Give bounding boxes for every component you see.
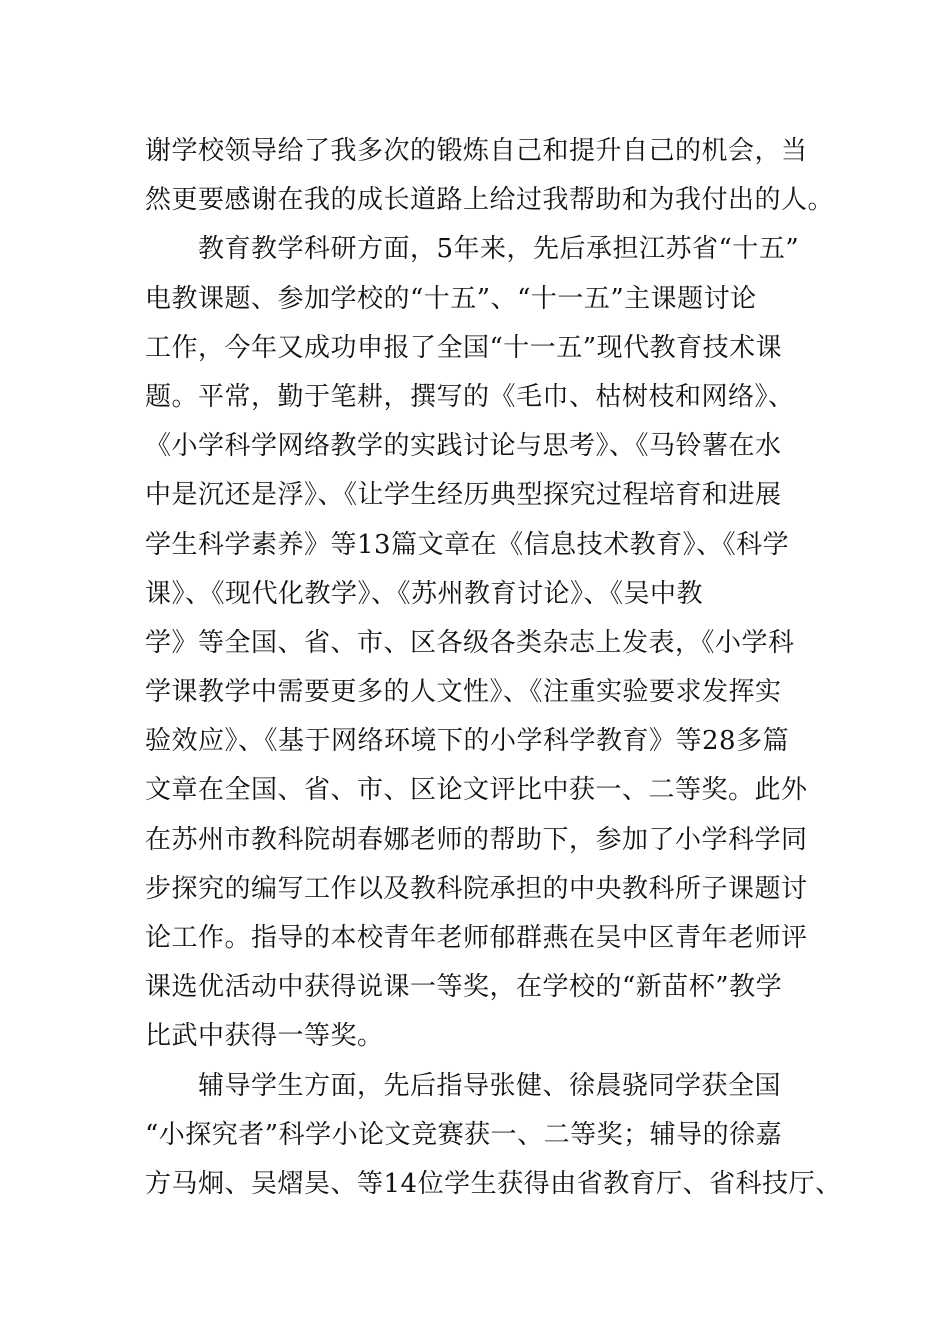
text-line: 学课教学中需要更多的人文性》、《注重实验要求发挥实 — [145, 677, 782, 708]
text-line: 工作，今年又成功申报了全国“十一五”现代教育技术课 — [145, 332, 783, 363]
text-line: 电教课题、参加学校的“十五”、“十一五”主课题讨论 — [145, 283, 757, 314]
body-text — [145, 127, 842, 1209]
text-line: 验效应》、《基于网络环境下的小学科学教育》等28多篇 — [145, 726, 790, 757]
text-line: 步探究的编写工作以及教科院承担的中央教科所子课题讨 — [145, 873, 808, 904]
text-line: 课选优活动中获得说课一等奖，在学校的“新苗杯”教学 — [145, 972, 783, 1003]
text-line: 学》等全国、省、市、区各级各类杂志上发表，《小学科 — [145, 627, 795, 658]
text-line: “小探究者”科学小论文竞赛获一、二等奖；辅导的徐嘉 — [145, 1119, 783, 1150]
text-line: 辅导学生方面，先后指导张健、徐晨骁同学获全国 — [145, 1070, 782, 1101]
text-line: 谢学校领导给了我多次的锻炼自己和提升自己的机会，当 — [145, 136, 808, 166]
text-line: 学生科学素养》等13篇文章在《信息技术教育》、《科学 — [145, 529, 790, 560]
text-line: 论工作。指导的本校青年老师郁群燕在吴中区青年老师评 — [145, 923, 808, 953]
text-line: 课》、《现代化教学》、《苏州教育讨论》、《吴中教 — [145, 578, 704, 609]
text-line: 中是沉还是浮》、《让学生经历典型探究过程培育和进展 — [145, 480, 782, 511]
text-line: 在苏州市教科院胡春娜老师的帮助下，参加了小学科学同 — [145, 824, 808, 855]
text-line: 教育教学科研方面，5年来，先后承担江苏省“十五” — [145, 234, 800, 265]
text-line: 方马炯、吴熠昊、等14位学生获得由省教育厅、省科技厅、 — [145, 1168, 842, 1199]
text-line: 题。平常，勤于笔耕，撰写的《毛巾、枯树枝和网络》、 — [145, 381, 795, 412]
text-line: 文章在全国、省、市、区论文评比中获一、二等奖。此外 — [145, 775, 808, 806]
text-line: 比武中获得一等奖。 — [145, 1021, 384, 1052]
text-line: 《小学科学网络教学的实践讨论与思考》、《马铃薯在水 — [145, 431, 782, 462]
text-line: 然更要感谢在我的成长道路上给过我帮助和为我付出的人。 — [145, 185, 835, 216]
